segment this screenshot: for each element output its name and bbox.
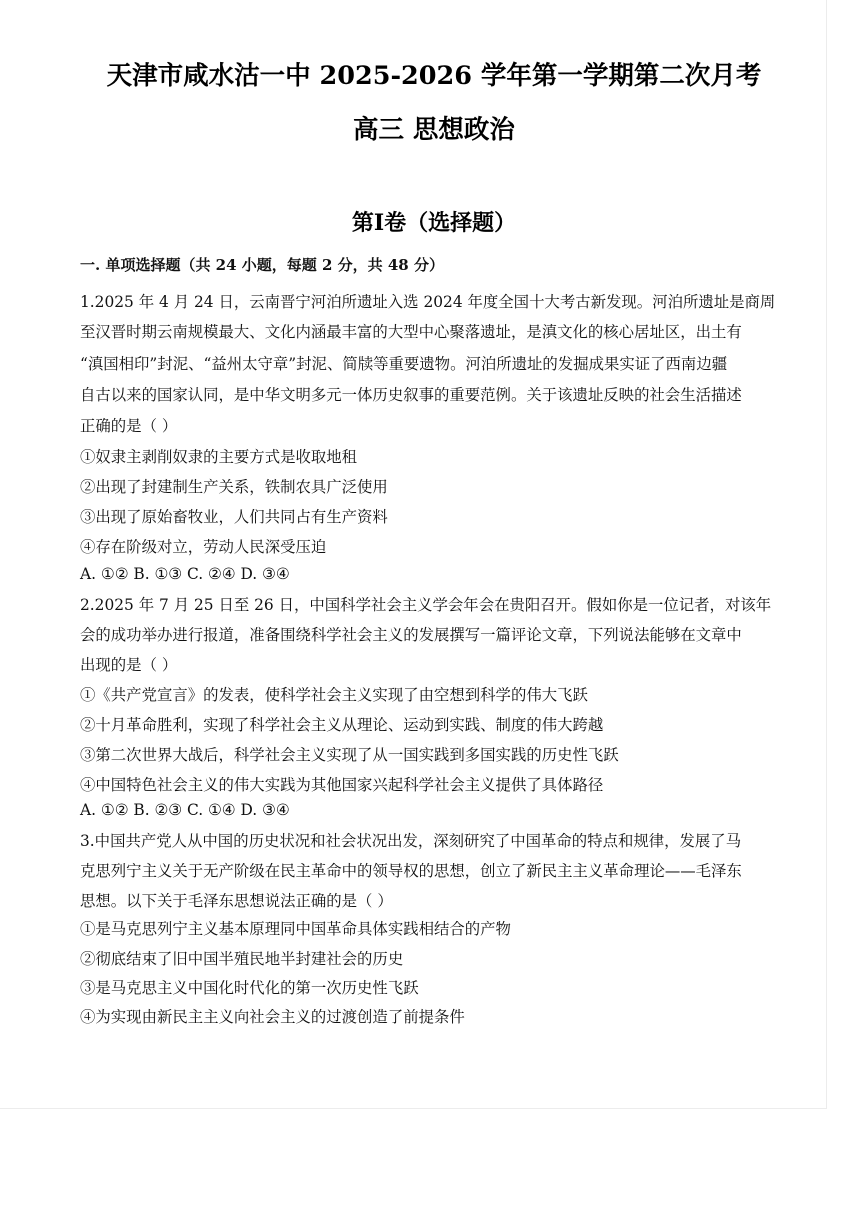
section-heading: 一. 单项选择题（共 24 小题，每题 2 分，共 48 分） xyxy=(80,256,444,274)
question-3-option: ②彻底结束了旧中国半殖民地半封建社会的历史 xyxy=(80,950,404,968)
question-2-option: ①《共产党宣言》的发表，使科学社会主义实现了由空想到科学的伟大飞跃 xyxy=(80,686,588,704)
question-2-stem-line: 2.2025 年 7 月 25 日至 26 日，中国科学社会主义学会年会在贵阳召开。假如你是一位记者，对该年 xyxy=(80,596,772,614)
question-3-option: ③是马克思主义中国化时代化的第一次历史性飞跃 xyxy=(80,979,419,997)
question-1-stem-line: 至汉晋时期云南规模最大、文化内涵最丰富的大型中心聚落遗址，是滇文化的核心居址区，出土有 xyxy=(80,323,742,341)
question-1-stem-line: 正确的是（ ） xyxy=(80,417,178,435)
exam-school-title: 天津市咸水沽一中 2025-2026 学年第一学期第二次月考 xyxy=(106,61,762,91)
question-3-stem-line: 3.中国共产党人从中国的历史状况和社会状况出发，深刻研究了中国革命的特点和规律，发展了马 xyxy=(80,832,742,850)
question-2-option: ③第二次世界大战后，科学社会主义实现了从一国实践到多国实践的历史性飞跃 xyxy=(80,746,619,764)
volume-title: 第Ⅰ卷（选择题） xyxy=(351,210,517,236)
question-1-stem-line: 自古以来的国家认同，是中华文明多元一体历史叙事的重要范例。关于该遗址反映的社会生活描述 xyxy=(80,386,742,404)
question-2-stem-line: 会的成功举办进行报道，准备围绕科学社会主义的发展撰写一篇评论文章，下列说法能够在文章中 xyxy=(80,626,742,644)
question-3-option: ④为实现由新民主主义向社会主义的过渡创造了前提条件 xyxy=(80,1008,465,1026)
question-2-stem-line: 出现的是（ ） xyxy=(80,656,178,674)
question-1-option: ②出现了封建制生产关系，铁制农具广泛使用 xyxy=(80,478,388,496)
question-1-stem-line: 1.2025 年 4 月 24 日，云南晋宁河泊所遗址入选 2024 年度全国十大考古新发现。河泊所遗址是商周 xyxy=(80,293,776,311)
question-3-option: ①是马克思列宁主义基本原理同中国革命具体实践相结合的产物 xyxy=(80,920,511,938)
question-1-option: ①奴隶主剥削奴隶的主要方式是收取地租 xyxy=(80,448,358,466)
question-1-option: ④存在阶级对立，劳动人民深受压迫 xyxy=(80,538,327,556)
question-2-answer-choices: A. ①② B. ②③ C. ①④ D. ③④ xyxy=(80,801,290,819)
question-3-stem-line: 思想。以下关于毛泽东思想说法正确的是（ ） xyxy=(80,892,393,910)
question-1-stem-line: “滇国相印”封泥、“益州太守章”封泥、简牍等重要遗物。河泊所遗址的发掘成果实证了西南边疆 xyxy=(80,355,728,373)
question-1-option: ③出现了原始畜牧业，人们共同占有生产资料 xyxy=(80,508,388,526)
question-3-stem-line: 克思列宁主义关于无产阶级在民主革命中的领导权的思想，创立了新民主主义革命理论——毛泽东 xyxy=(80,862,742,880)
question-2-option: ④中国特色社会主义的伟大实践为其他国家兴起科学社会主义提供了具体路径 xyxy=(80,776,604,794)
exam-subject-title: 高三 思想政治 xyxy=(353,115,515,145)
question-1-answer-choices: A. ①② B. ①③ C. ②④ D. ③④ xyxy=(80,565,290,583)
question-2-option: ②十月革命胜利，实现了科学社会主义从理论、运动到实践、制度的伟大跨越 xyxy=(80,716,604,734)
